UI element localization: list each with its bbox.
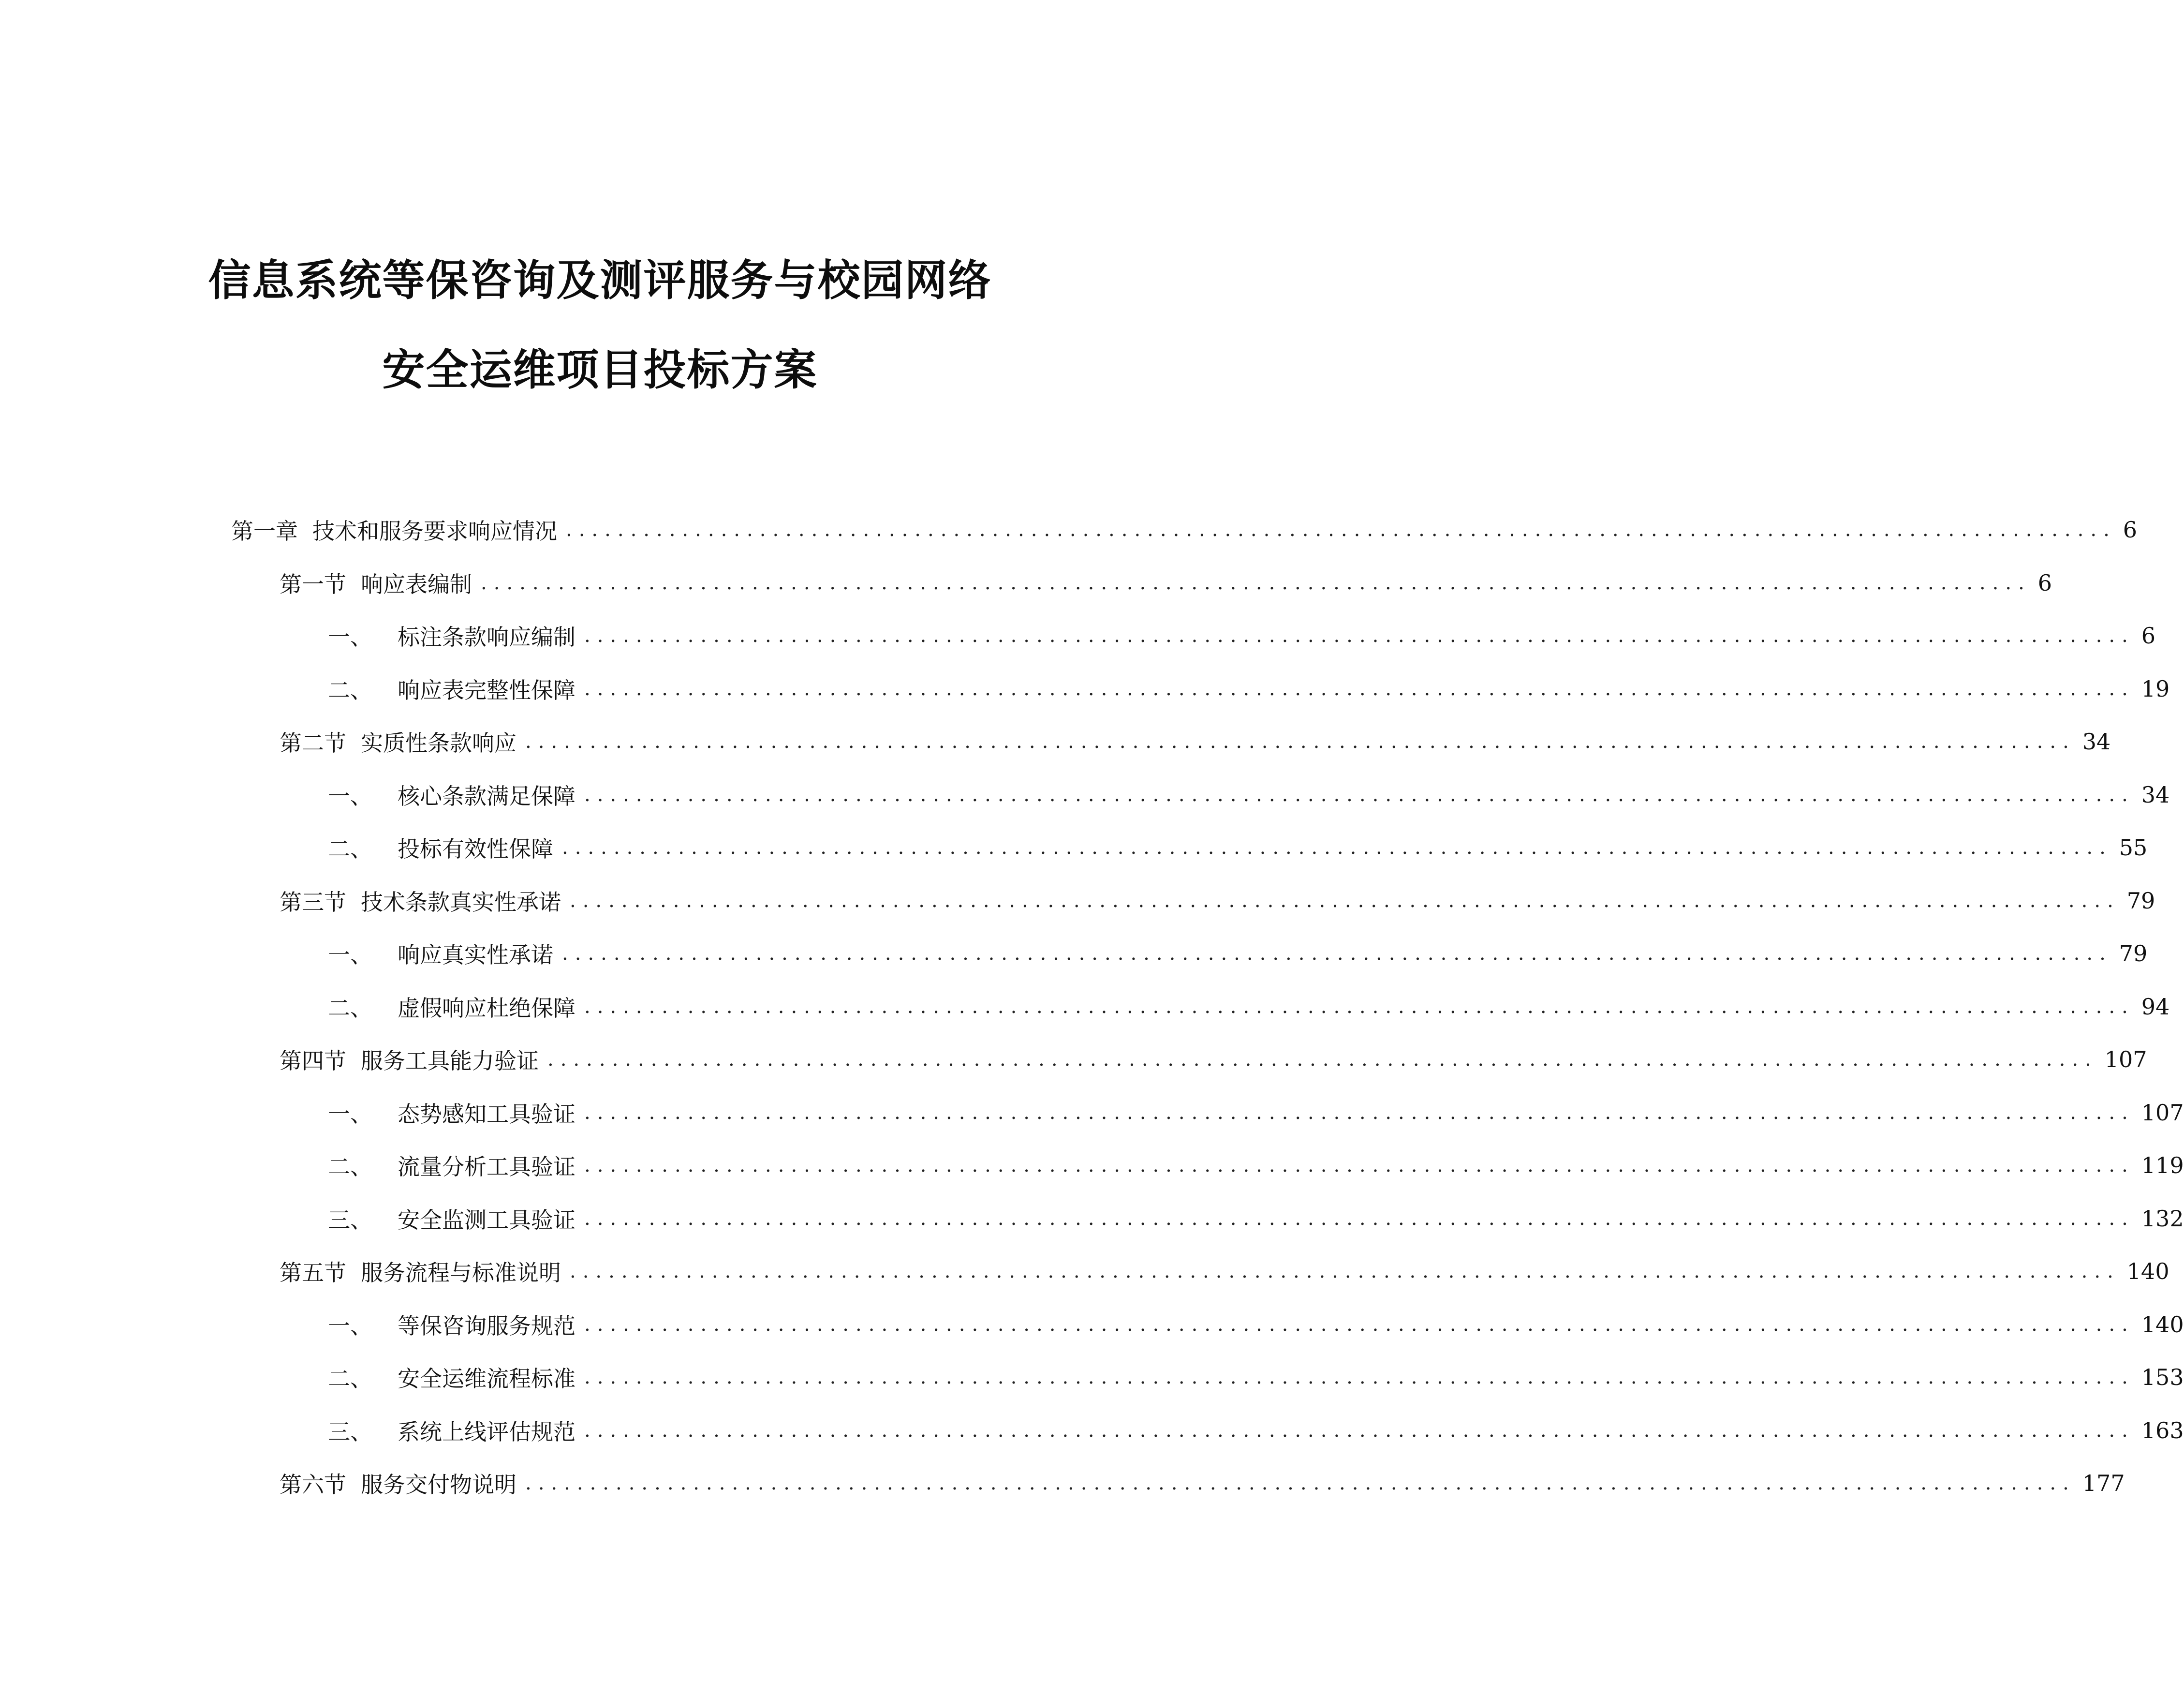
toc-entry[interactable] xyxy=(328,831,2148,864)
toc-entry-title: 技术和服务要求响应情况 xyxy=(312,518,557,544)
toc-dot-leader: ........................................................................................................................ xyxy=(584,1366,2135,1388)
toc-entry-title: 响应真实性承诺 xyxy=(398,942,553,968)
toc-page-number: 79 xyxy=(2126,888,2155,914)
toc-entry-label xyxy=(280,1255,561,1287)
toc-dot-leader: ........................................................................................................................ xyxy=(570,890,2120,912)
toc-entry[interactable] xyxy=(328,672,2170,706)
toc-entry-title: 实质性条款响应 xyxy=(361,730,516,756)
toc-entry-title: 投标有效性保障 xyxy=(398,836,553,862)
toc-entry-number: 一、 xyxy=(328,942,372,968)
toc-entry-label xyxy=(328,620,576,652)
toc-entry[interactable] xyxy=(280,1042,2147,1076)
toc-dot-leader: ........................................................................................................................ xyxy=(525,1472,2076,1494)
toc-dot-leader: ........................................................................................................................ xyxy=(584,625,2135,647)
toc-entry-title: 流量分析工具验证 xyxy=(398,1154,576,1180)
toc-page-number: 132 xyxy=(2141,1206,2184,1232)
toc-entry-number: 三、 xyxy=(328,1207,372,1233)
toc-entry[interactable] xyxy=(280,1254,2169,1288)
toc-dot-leader: ........................................................................................................................ xyxy=(584,1313,2135,1336)
toc-dot-leader: ........................................................................................................................ xyxy=(525,730,2076,753)
toc-dot-leader: ........................................................................................................................ xyxy=(547,1048,2098,1071)
toc-dot-leader: ........................................................................................................................ xyxy=(584,1207,2135,1230)
toc-entry-number: 二、 xyxy=(328,677,372,703)
toc-page-number: 34 xyxy=(2082,729,2111,755)
toc-entry-title: 标注条款响应编制 xyxy=(398,624,576,650)
toc-entry-title: 服务交付物说明 xyxy=(361,1472,516,1498)
toc-page-number: 107 xyxy=(2104,1046,2147,1072)
toc-entry-label xyxy=(280,567,472,599)
toc-entry-number: 一、 xyxy=(328,1101,372,1127)
toc-entry-label xyxy=(280,1043,539,1075)
toc-entry-label xyxy=(328,991,576,1023)
toc-entry[interactable] xyxy=(328,778,2170,812)
toc-entry-number: 二、 xyxy=(328,995,372,1021)
document-title-line-1: 信息系统等保咨询及测评服务与校园网络 xyxy=(208,255,992,305)
toc-page-number: 107 xyxy=(2141,1100,2184,1126)
toc-entry-number: 二、 xyxy=(328,1154,372,1180)
toc-entry[interactable] xyxy=(328,937,2148,970)
toc-entry-label xyxy=(328,938,553,969)
toc-entry-title: 安全监测工具验证 xyxy=(398,1207,576,1233)
toc-page-number: 6 xyxy=(2141,623,2156,649)
toc-page-number: 140 xyxy=(2126,1258,2169,1284)
toc-entry-title: 系统上线评估规范 xyxy=(398,1419,576,1445)
toc-entry-label xyxy=(328,1203,576,1235)
toc-dot-leader: ........................................................................................................................ xyxy=(584,678,2135,700)
toc-entry-number: 第二节 xyxy=(280,730,346,756)
toc-dot-leader: ........................................................................................................................ xyxy=(562,836,2112,859)
toc-entry[interactable] xyxy=(328,1148,2184,1182)
toc-page-number: 79 xyxy=(2119,940,2148,967)
toc-page-number: 163 xyxy=(2141,1417,2184,1444)
toc-dot-leader: ........................................................................................................................ xyxy=(584,784,2135,806)
toc-entry[interactable] xyxy=(280,566,2052,600)
toc-entry-title: 态势感知工具验证 xyxy=(398,1101,576,1127)
toc-entry-label xyxy=(328,1414,576,1446)
toc-entry-title: 安全运维流程标准 xyxy=(398,1366,576,1392)
toc-page-number: 34 xyxy=(2141,782,2170,808)
toc-entry-number: 二、 xyxy=(328,836,372,862)
toc-entry-title: 等保咨询服务规范 xyxy=(398,1313,576,1339)
toc-entry[interactable] xyxy=(280,1466,2125,1500)
toc-entry-label xyxy=(328,1097,576,1129)
toc-entry-number: 第五节 xyxy=(280,1260,346,1286)
toc-dot-leader: ........................................................................................................................ xyxy=(481,572,2031,594)
document-title-line-2: 安全运维项目投标方案 xyxy=(382,345,818,395)
toc-entry-number: 一、 xyxy=(328,783,372,809)
toc-dot-leader: ........................................................................................................................ xyxy=(562,942,2112,965)
toc-dot-leader: ........................................................................................................................ xyxy=(584,1102,2135,1124)
toc-entry-number: 第六节 xyxy=(280,1472,346,1498)
toc-dot-leader: ........................................................................................................................ xyxy=(584,996,2135,1018)
toc-entry-label xyxy=(280,885,561,917)
toc-page-number: 119 xyxy=(2141,1152,2184,1178)
toc-entry[interactable] xyxy=(328,1360,2184,1394)
toc-entry-label xyxy=(328,673,576,705)
toc-entry[interactable] xyxy=(328,1202,2184,1236)
toc-entry-number: 第一章 xyxy=(231,518,298,544)
toc-entry-label xyxy=(280,1467,516,1499)
toc-entry[interactable] xyxy=(328,1308,2184,1341)
toc-entry-title: 响应表完整性保障 xyxy=(398,677,576,703)
toc-entry[interactable] xyxy=(280,725,2111,759)
toc-entry-label xyxy=(328,1361,576,1393)
toc-entry-label xyxy=(328,779,576,811)
toc-entry-label xyxy=(280,726,516,758)
toc-entry-title: 核心条款满足保障 xyxy=(398,783,576,809)
toc-page-number: 153 xyxy=(2141,1364,2184,1390)
toc-dot-leader: ........................................................................................................................ xyxy=(566,519,2116,541)
toc-entry[interactable] xyxy=(328,619,2156,653)
toc-entry-title: 服务工具能力验证 xyxy=(361,1048,539,1074)
toc-dot-leader: ........................................................................................................................ xyxy=(570,1260,2120,1282)
toc-entry[interactable] xyxy=(328,1414,2184,1447)
toc-entry[interactable] xyxy=(280,884,2155,918)
toc-page-number: 140 xyxy=(2141,1311,2184,1338)
toc-page-number: 19 xyxy=(2141,676,2170,702)
toc-entry-label xyxy=(328,1309,576,1340)
toc-entry-number: 二、 xyxy=(328,1366,372,1392)
toc-dot-leader: ........................................................................................................................ xyxy=(584,1419,2135,1442)
toc-entry-title: 服务流程与标准说明 xyxy=(361,1260,561,1286)
toc-page-number: 177 xyxy=(2082,1470,2125,1496)
toc-page-number: 55 xyxy=(2119,834,2148,861)
toc-entry[interactable] xyxy=(328,1096,2184,1130)
toc-entry-number: 第三节 xyxy=(280,889,346,915)
toc-page-number: 94 xyxy=(2141,994,2170,1020)
toc-entry-number: 第四节 xyxy=(280,1048,346,1074)
toc-entry-title: 技术条款真实性承诺 xyxy=(361,889,561,915)
toc-page-number: 6 xyxy=(2037,570,2052,596)
toc-entry-label xyxy=(328,1149,576,1181)
toc-entry-label xyxy=(231,514,557,546)
toc-entry-number: 第一节 xyxy=(280,571,346,597)
toc-dot-leader: ........................................................................................................................ xyxy=(584,1154,2135,1176)
toc-page-number: 6 xyxy=(2123,517,2138,543)
toc-entry-label xyxy=(328,832,553,863)
toc-entry[interactable] xyxy=(231,513,2138,547)
toc-entry-title: 虚假响应杜绝保障 xyxy=(398,995,576,1021)
toc-entry-number: 一、 xyxy=(328,1313,372,1339)
toc-entry-number: 三、 xyxy=(328,1419,372,1445)
toc-entry[interactable] xyxy=(328,990,2170,1024)
toc-entry-number: 一、 xyxy=(328,624,372,650)
toc-entry-title: 响应表编制 xyxy=(361,571,472,597)
